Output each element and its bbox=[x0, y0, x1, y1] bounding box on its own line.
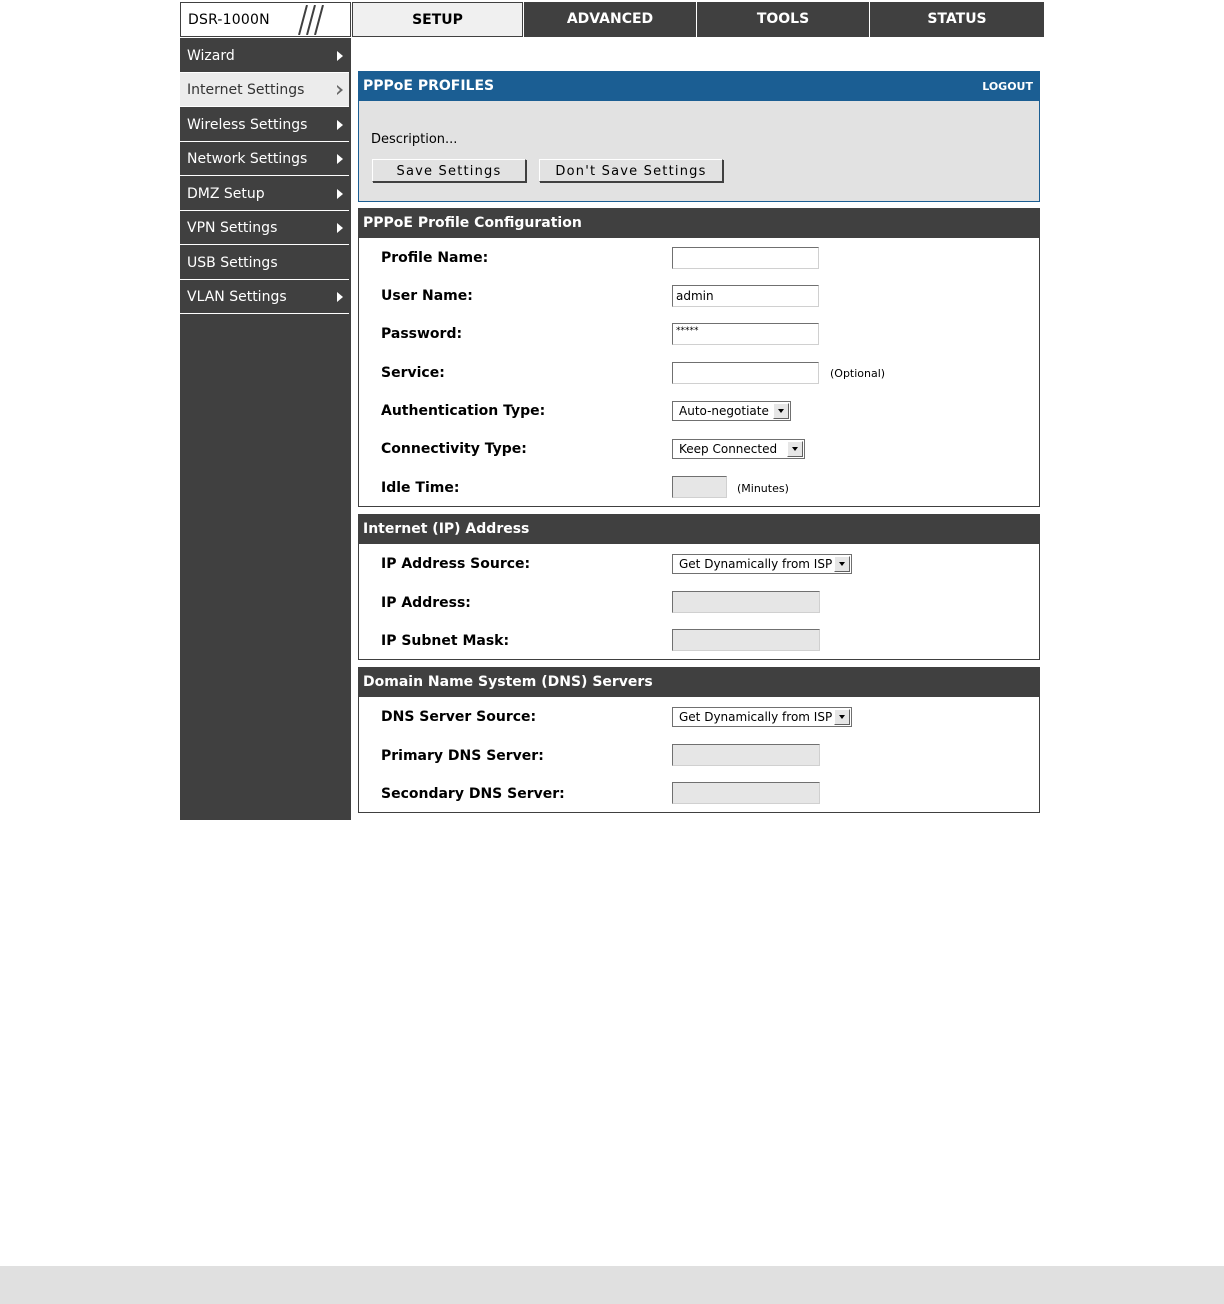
sidebar-item-usb-settings[interactable] bbox=[180, 246, 349, 280]
sidebar-item-label: Internet Settings bbox=[187, 82, 305, 98]
idle-time-input[interactable] bbox=[672, 476, 727, 498]
secondary-dns-label: Secondary DNS Server: bbox=[381, 786, 565, 802]
dropdown-arrow-icon bbox=[834, 709, 850, 725]
sidebar-item-wireless-settings[interactable] bbox=[180, 108, 349, 142]
sidebar-item-label: USB Settings bbox=[187, 255, 278, 271]
pppoe-profiles-panel bbox=[358, 71, 1040, 202]
authentication-type-label: Authentication Type: bbox=[381, 403, 546, 419]
dns-servers-panel bbox=[358, 667, 1040, 813]
ip-address-input[interactable] bbox=[672, 591, 820, 613]
sidebar-item-label: Wizard bbox=[187, 48, 235, 64]
save-settings-button[interactable]: Save Settings bbox=[372, 159, 526, 182]
arrow-right-outline-icon bbox=[337, 85, 343, 95]
ip-address-source-label: IP Address Source: bbox=[381, 556, 531, 572]
dropdown-arrow-icon bbox=[834, 556, 850, 572]
dropdown-arrow-icon bbox=[773, 403, 789, 419]
ip-address-label: IP Address: bbox=[381, 595, 471, 611]
tab-setup[interactable]: SETUP bbox=[352, 2, 523, 37]
section-heading: Domain Name System (DNS) Servers bbox=[359, 668, 1039, 697]
logo-slashes-icon bbox=[291, 5, 331, 35]
dont-save-settings-button[interactable]: Don't Save Settings bbox=[539, 159, 723, 182]
primary-dns-input[interactable] bbox=[672, 744, 820, 766]
minutes-note: (Minutes) bbox=[737, 482, 789, 495]
profile-name-label: Profile Name: bbox=[381, 250, 489, 266]
arrow-right-icon bbox=[337, 154, 343, 164]
ip-subnet-mask-input[interactable] bbox=[672, 629, 820, 651]
description-text: Description... bbox=[371, 132, 458, 147]
sidebar-item-label: VLAN Settings bbox=[187, 289, 287, 305]
connectivity-type-value: Keep Connected bbox=[679, 442, 778, 456]
idle-time-label: Idle Time: bbox=[381, 480, 460, 496]
authentication-type-select[interactable] bbox=[672, 401, 791, 421]
sidebar-item-label: Wireless Settings bbox=[187, 117, 308, 133]
footer-band bbox=[0, 1266, 1224, 1304]
sidebar-item-internet-settings[interactable] bbox=[180, 73, 349, 107]
authentication-type-value: Auto-negotiate bbox=[679, 404, 769, 418]
primary-dns-label: Primary DNS Server: bbox=[381, 748, 544, 764]
sidebar-item-label: VPN Settings bbox=[187, 220, 278, 236]
secondary-dns-input[interactable] bbox=[672, 782, 820, 804]
sidebar-item-vpn-settings[interactable] bbox=[180, 211, 349, 245]
ip-address-panel bbox=[358, 514, 1040, 660]
ip-address-source-select[interactable] bbox=[672, 554, 852, 574]
user-name-label: User Name: bbox=[381, 288, 473, 304]
sidebar-item-network-settings[interactable] bbox=[180, 142, 349, 176]
dns-server-source-label: DNS Server Source: bbox=[381, 709, 537, 725]
arrow-right-icon bbox=[337, 292, 343, 302]
model-name: DSR-1000N bbox=[188, 12, 270, 28]
section-heading: PPPoE Profile Configuration bbox=[359, 209, 1039, 238]
profile-config-panel bbox=[358, 208, 1040, 507]
section-heading: Internet (IP) Address bbox=[359, 515, 1039, 544]
sidebar bbox=[180, 38, 351, 820]
ip-subnet-mask-label: IP Subnet Mask: bbox=[381, 633, 510, 649]
sidebar-item-label: DMZ Setup bbox=[187, 186, 265, 202]
arrow-right-icon bbox=[337, 223, 343, 233]
user-name-input[interactable]: admin bbox=[672, 285, 819, 307]
optional-note: (Optional) bbox=[830, 367, 886, 380]
page-title: PPPoE PROFILES LOGOUT bbox=[359, 72, 1039, 101]
model-logo bbox=[180, 2, 351, 37]
tab-status[interactable]: STATUS bbox=[870, 2, 1044, 37]
password-input[interactable]: ***** bbox=[672, 323, 819, 345]
dns-server-source-select[interactable] bbox=[672, 707, 852, 727]
connectivity-type-select[interactable] bbox=[672, 439, 805, 459]
service-input[interactable] bbox=[672, 362, 819, 384]
service-label: Service: bbox=[381, 365, 445, 381]
profile-name-input[interactable] bbox=[672, 247, 819, 269]
sidebar-item-vlan-settings[interactable] bbox=[180, 280, 349, 314]
ip-address-source-value: Get Dynamically from ISP bbox=[679, 557, 833, 571]
connectivity-type-label: Connectivity Type: bbox=[381, 441, 527, 457]
arrow-right-icon bbox=[337, 189, 343, 199]
dns-server-source-value: Get Dynamically from ISP bbox=[679, 710, 833, 724]
sidebar-item-dmz-setup[interactable] bbox=[180, 177, 349, 211]
tab-tools[interactable]: TOOLS bbox=[697, 2, 870, 37]
password-label: Password: bbox=[381, 326, 463, 342]
tab-advanced[interactable]: ADVANCED bbox=[524, 2, 697, 37]
sidebar-item-label: Network Settings bbox=[187, 151, 308, 167]
sidebar-item-wizard[interactable] bbox=[180, 39, 349, 73]
logout-link[interactable]: LOGOUT bbox=[982, 80, 1033, 93]
dropdown-arrow-icon bbox=[787, 441, 803, 457]
arrow-right-icon bbox=[337, 51, 343, 61]
arrow-right-icon bbox=[337, 120, 343, 130]
